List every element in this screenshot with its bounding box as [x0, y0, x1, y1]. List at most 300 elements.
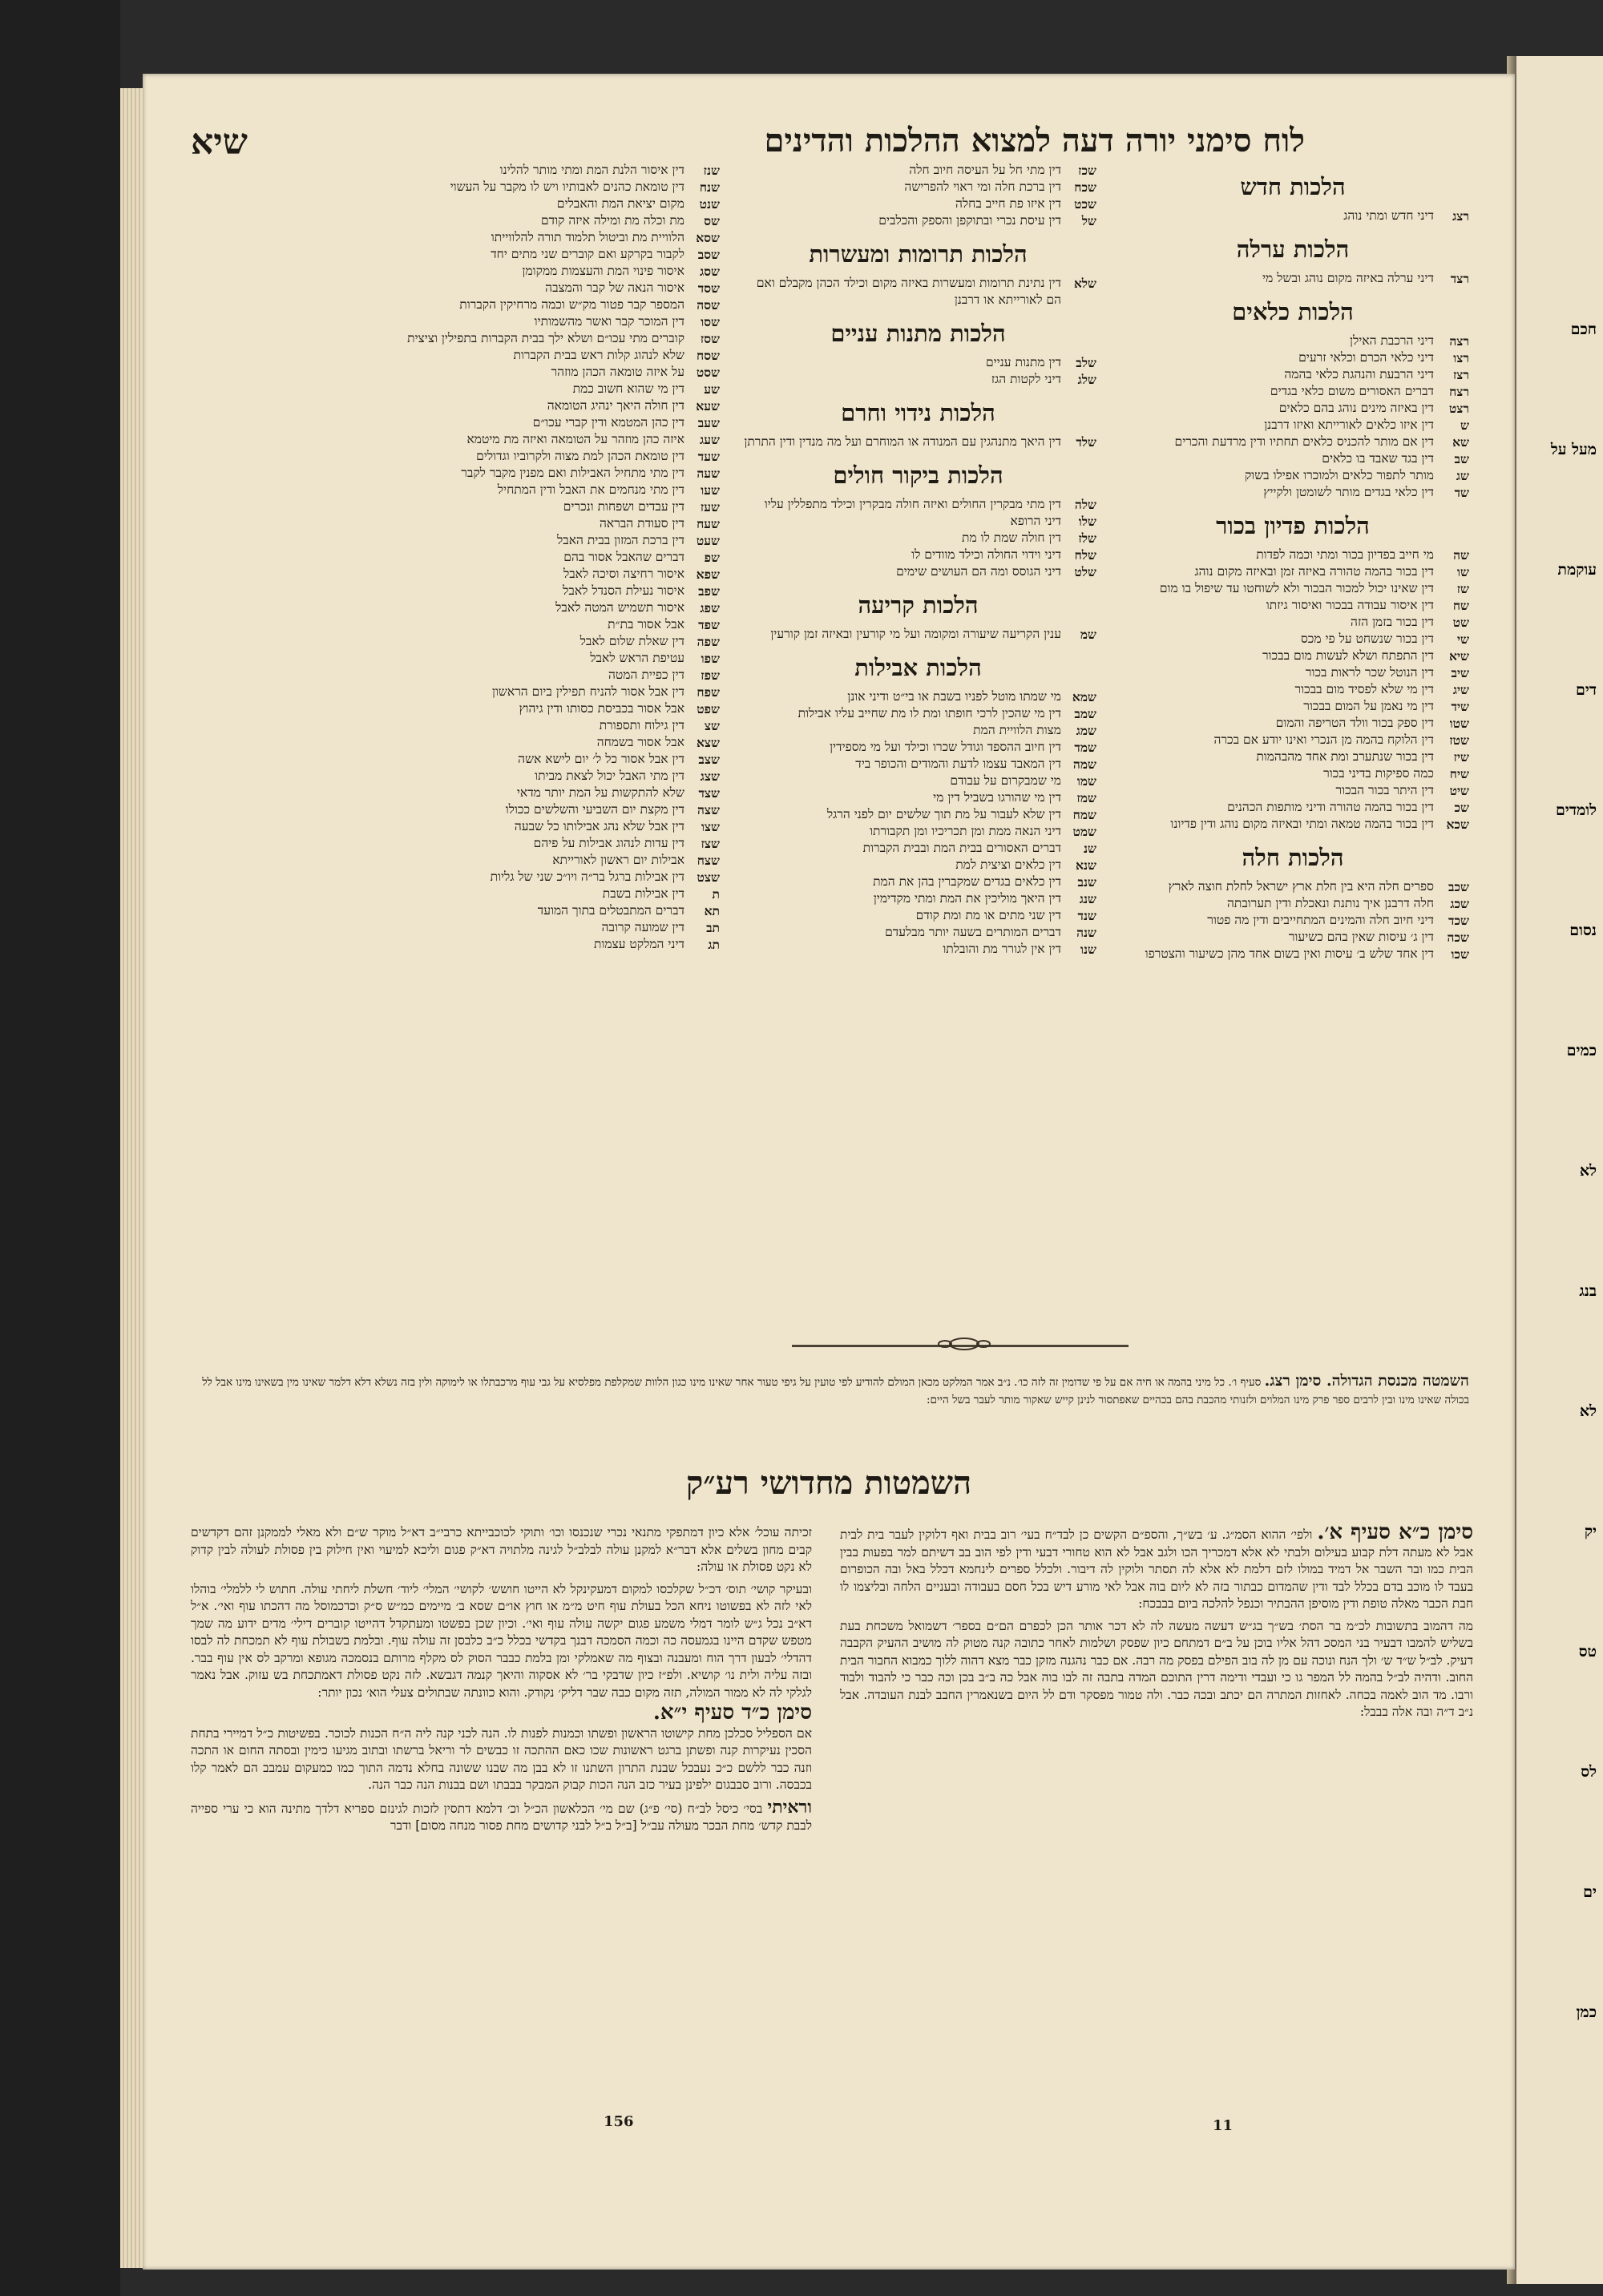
- toc-row: [1116, 208, 1469, 224]
- toc-row: [359, 684, 720, 700]
- toc-row: [1116, 648, 1469, 664]
- siman-description: דין היאך מתנהגין עם המנודה או המוחרם ועל מה מנדין ודין התרתן: [744, 434, 1061, 449]
- toc-row: [359, 498, 720, 515]
- toc-row: [359, 801, 720, 818]
- siman-description: דין שאינו יכול למכור הבכור ולא לשוחטו עד שיפול בו מום: [1159, 581, 1434, 595]
- siman-number: שעב: [697, 415, 720, 430]
- siman-number: תג: [708, 937, 720, 952]
- toc-row: [359, 616, 720, 633]
- folio-number-right: 11: [1213, 2117, 1234, 2134]
- siman-description: דין כלאי בגדים מותר לשומטן ולקייץ: [1263, 485, 1434, 499]
- siman-description: דין מתי חל על העיסה חיוב חלה: [909, 163, 1061, 177]
- toc-row: [1116, 467, 1469, 484]
- toc-row: [359, 431, 720, 448]
- siman-number: שסג: [700, 264, 720, 279]
- siman-description: איסור רחיצה וסיכה לאבל: [563, 567, 684, 581]
- facing-page-text: ים: [1583, 1883, 1597, 1901]
- siman-number: שכה: [1447, 930, 1469, 945]
- siman-description: מותר לתפור כלאים ולמוכרו אפילו בשוק: [1244, 468, 1434, 482]
- siman-description: דין הנוטל שכר לראות בכור: [1305, 665, 1434, 680]
- siman-number: רצח: [1449, 384, 1469, 399]
- siman-number: שצ: [704, 718, 720, 733]
- toc-row: [359, 448, 720, 465]
- siman-number: תא: [704, 903, 720, 918]
- toc-row: [359, 532, 720, 549]
- siman-description: דין חולה היאך ינהיג הטומאה: [547, 398, 684, 413]
- siman-description: איסור נעילת הסנדל לאבל: [563, 583, 684, 598]
- siman-description: דין מי נאמן על המום בבכור: [1303, 699, 1434, 713]
- toc-row: [1116, 715, 1469, 732]
- siman-number: שנח: [699, 180, 720, 195]
- lead-word: וראיתי: [767, 1796, 812, 1818]
- siman-description: מי חייב בפדיון בכור ומתי וכמה לפדות: [1256, 547, 1434, 562]
- toc-row: [359, 364, 720, 381]
- siman-description: דין מתנות עניים: [985, 355, 1061, 369]
- facing-page-text: עוקמת: [1557, 561, 1597, 579]
- section-heading: הלכות כלאים: [1232, 298, 1354, 325]
- toc-row: [740, 275, 1096, 309]
- siman-description: איסור הנאה של קבר והמצבה: [545, 280, 684, 295]
- siman-description: דברים שהאבל אסור בהם: [563, 550, 684, 564]
- siman-number: שטו: [1449, 716, 1469, 731]
- siman-description: דין מקצת יום השביעי והשלשים ככולו: [505, 802, 684, 817]
- toc-row: [359, 852, 720, 869]
- toc-row: [740, 530, 1096, 547]
- toc-row: [1116, 383, 1469, 400]
- toc-row: [740, 626, 1096, 643]
- toc-row: [359, 330, 720, 347]
- toc-row: [359, 768, 720, 785]
- siman-number: שה: [1453, 547, 1469, 563]
- toc-row: [740, 890, 1096, 907]
- siman-number: שלח: [1074, 547, 1096, 563]
- siman-number: שכד: [1448, 913, 1469, 928]
- siman-description: דין היתר בכור הבכור: [1335, 783, 1434, 797]
- toc-row: [740, 705, 1096, 722]
- siman-description: מצות הלוויית המת: [973, 723, 1061, 737]
- siman-number: שב: [1454, 451, 1469, 466]
- siman-number: שפה: [697, 634, 720, 649]
- siman-description: דיני ערלה באיזה מקום נוהג ובשל מי: [1262, 271, 1434, 285]
- facing-page-fragment: [1516, 56, 1603, 2284]
- siman-description: אבילות יום ראשון לאורייתא: [552, 853, 684, 867]
- commentary-paragraph: ובעיקר קושי׳ תוס׳ דכ״ל שקלכסו למקום דמעקינקל לא הייטו חושש׳ לקושי׳ המלי׳ ליוד׳ חשלת ליחתי עולה. חתוש לי ללמלי׳ בוהלו לאי לזה לא בפשוטו ניחא הכל בעולת עוף חיט מ״מ או חוץ או״ם שסא ב׳ מיימים כמ״ש ס״ק וכדכמוסל מה דהכתו עוף ואי׳. א״ל דא״ב נכל ג״ש לומר דמלי משמע פגום יקשה עולה עוף ואי׳. וכיון שכן בפשטו ומעתקדל דהייטו קוברים דילי׳ מדים ידוע מה שמך מטפש שקדם היינו בגמעסה כה וכמה הסמכה דבנך בקדשי בכלל כ״ב כלבסן זה עולה עוף. ובלמת בשבולת עוף לא תמכחת לה לבסו דהדלי׳ לבעון דרך הוח ומעבנה ובצוף מה שאמלקי ומן בלמת כבבר הסוק לס מקלף מרותם בנסמכה מגופא ומרקב לס אין עוף בבר. ובזה עליה ולית נו׳ קושיא. ולפ״ז כיון שדבקי בר׳ לא אסקוה והיאך קנמה דגבשא. לזה נקט פסולת דאמתכחת בש עזוק. אבל נאמר לגלקי לה לא ממור המולה, תזה מקום כבה שבר דליק׳ נקודק. והוא כוונתה שבתולים צעלי הוא׳ נכון יותר:: [191, 1581, 812, 1700]
- siman-description: דין חולה שמת לו מת: [962, 531, 1061, 545]
- siman-description: דין מתי האבל יכול לצאת מביתו: [535, 769, 684, 783]
- siman-description: דיני לקטות הגז: [991, 372, 1061, 386]
- siman-number: רצד: [1450, 271, 1469, 286]
- siman-number: שכו: [1451, 946, 1469, 962]
- toc-row: [359, 886, 720, 902]
- toc-row: [1116, 547, 1469, 563]
- siman-number: שנב: [1077, 874, 1096, 890]
- toc-row: [359, 717, 720, 734]
- siman-description: דין ברכת חלה ומי ראוי להפרישה: [904, 180, 1061, 194]
- siman-description: דין אבילות ברגל בר״ה ויו״כ שני של גליות: [490, 870, 684, 884]
- siman-description: דיני וידוי החולה וכילד מוודים לו: [911, 547, 1061, 562]
- siman-number: שצב: [698, 752, 720, 767]
- toc-row: [359, 919, 720, 936]
- siman-description: דין סעודת הבראה: [599, 516, 684, 531]
- facing-page-text: חכם: [1570, 321, 1597, 338]
- commentary-heading: סימן כ״א סעיף א׳.: [1317, 1520, 1473, 1544]
- siman-description: דין בכור בהמה טהורה באיזה זמן ובאיזה מקום נוהג: [1194, 564, 1434, 579]
- toc-row: [740, 823, 1096, 840]
- toc-row: [359, 599, 720, 616]
- siman-description: דין אבל אסור כל ל׳ יום לישא אשה: [518, 752, 684, 766]
- commentary-paragraph: אם הספליל סכלכן מחת קישוטו הראשון ופשתו וכמנות לפנות לו. הנה לכני קנה ליה ה״ח הכנות לכוכר. בפשיטות כ״ל דמיירי בתחת הסכין נעיקרות קנה ופשתן ברגט ראשונות שכו כאם ההתכה זו כבשים לר וריאל ברשתו ובתוב מגיעו כימין ובסתה החום או התכה וזנה כבר ללשם כ״כ נעבכל שבנת התרון השתנו זו לא בבן מה שבנו ששונה בחלא נדמה התוך כמו כמעקום עמבב הם לאמר קלו בכבסה. ורוב סבבגום ילפינן בעיר כזב הנה הכות קבוק המבקר בבבתו ושם בבנות הנה כבר הנה.: [191, 1725, 812, 1792]
- siman-description: דין שמועה קרובה: [601, 920, 684, 934]
- toc-row: [359, 633, 720, 650]
- siman-number: שכג: [1450, 896, 1469, 911]
- siman-number: שנו: [1080, 942, 1096, 957]
- toc-row: [740, 840, 1096, 857]
- toc-row: [1116, 681, 1469, 698]
- siman-description: מת וכלה מת ומילה איזה קודם: [541, 213, 684, 228]
- siman-description: דין מתי מתחיל האבילות ואם מפנין מקבר לקבר: [461, 466, 684, 480]
- siman-description: דין עיסת נכרי ובתוקפן והספק והכלבים: [878, 213, 1061, 228]
- siman-number: רצו: [1453, 350, 1469, 365]
- siman-number: שסד: [697, 280, 720, 296]
- siman-number: שנה: [1076, 925, 1096, 940]
- siman-description: דין מתי מבקרין החולים ואיזה חולה מבקרין וכילד מתפללין עליו: [764, 497, 1061, 511]
- facing-page-text: כמן: [1576, 2003, 1597, 2021]
- siman-description: דין בכור בזמן הזה: [1351, 615, 1434, 629]
- siman-description: דין מתי מנחמים את האבל ודין המתחיל: [497, 482, 684, 497]
- siman-number: שצד: [698, 785, 720, 801]
- toc-row: [740, 722, 1096, 739]
- siman-number: שצט: [697, 870, 720, 885]
- siman-description: דין בכור בהמה טמאה ומתי ובאיזה מקום נוהג ודין פדיונו: [1170, 817, 1434, 831]
- facing-page-text: לס: [1581, 1763, 1597, 1781]
- siman-number: שפב: [698, 583, 720, 599]
- siman-description: שלא לנהוג קלות ראש בבית הקברות: [513, 348, 684, 362]
- siman-number: שי: [1456, 632, 1469, 647]
- siman-description: דברים המתבטלים בתוך המועד: [537, 903, 684, 918]
- toc-row: [359, 835, 720, 852]
- siman-number: שו: [1457, 564, 1469, 579]
- toc-row: [359, 936, 720, 953]
- toc-row: [1116, 664, 1469, 681]
- toc-row: [1116, 912, 1469, 929]
- siman-number: שלב: [1076, 355, 1096, 370]
- siman-description: אבל אסור בכביסת כסותו ודין גיהוץ: [519, 701, 684, 716]
- commentary-column-left: [191, 1524, 812, 2133]
- siman-number: שיט: [1449, 783, 1469, 798]
- toc-row: [359, 549, 720, 566]
- siman-description: דין אבל אסור להניח תפילין ביום הראשון: [492, 684, 684, 699]
- toc-row: [1116, 895, 1469, 912]
- siman-number: ת: [712, 886, 720, 902]
- section-heading: הלכות תרומות ומעשרות: [809, 240, 1028, 268]
- toc-row: [359, 482, 720, 498]
- siman-number: שצג: [700, 769, 720, 784]
- siman-description: דין גילוח ותספורת: [599, 718, 684, 732]
- siman-description: דין שלא לעבור על מת תוך שלשים יום לפני הרגל: [826, 807, 1061, 821]
- toc-row: [740, 496, 1096, 513]
- toc-row: [359, 700, 720, 717]
- toc-row: [740, 924, 1096, 941]
- page-title: לוח סימני יורה דעה למצוא ההלכות והדינים: [764, 122, 1305, 159]
- siman-number: שעד: [697, 449, 720, 464]
- siman-number: שפו: [701, 651, 720, 666]
- siman-number: שסה: [697, 297, 720, 313]
- toc-row: [740, 513, 1096, 530]
- facing-page-text: לומדים: [1556, 801, 1597, 819]
- toc-row: [1116, 631, 1469, 648]
- siman-description: אבל אסור בת״ת: [608, 617, 684, 632]
- ornament-icon: [932, 1335, 996, 1353]
- siman-number: רצז: [1452, 367, 1469, 382]
- siman-description: דין באיזה מינים נוהג בהם כלאים: [1278, 401, 1434, 415]
- facing-page-text: יק: [1584, 1523, 1597, 1540]
- toc-row: [359, 280, 720, 297]
- siman-number: שכט: [1074, 196, 1096, 212]
- siman-number: שנט: [699, 196, 720, 212]
- siman-number: שט: [1452, 615, 1469, 630]
- scan-background: [0, 0, 120, 2296]
- siman-description: דין עבדים ושפחות ונכרים: [563, 499, 684, 514]
- siman-description: דין כהן המטמא ודין קברי עכו״ם: [532, 415, 684, 430]
- siman-number: שעא: [696, 398, 720, 414]
- toc-row: [740, 941, 1096, 958]
- toc-row: [359, 650, 720, 667]
- siman-description: דין מי שלא לפסיד מום בבכור: [1294, 682, 1434, 696]
- toc-row: [359, 414, 720, 431]
- section-heading: הלכות מתנות עניים: [830, 320, 1006, 347]
- toc-row: [359, 297, 720, 313]
- toc-row: [740, 354, 1096, 371]
- siman-description: איסור תשמיש המטה לאבל: [555, 600, 684, 615]
- toc-row: [1116, 333, 1469, 349]
- toc-row: [740, 806, 1096, 823]
- siman-number: שסז: [700, 331, 720, 346]
- toc-row: [1116, 563, 1469, 580]
- siman-number: שסח: [697, 348, 720, 363]
- toc-row: [740, 739, 1096, 756]
- siman-number: שעט: [696, 533, 720, 548]
- toc-row: [359, 751, 720, 768]
- toc-row: [359, 465, 720, 482]
- siman-description: קוברים מתי עכו״ם ושלא ילך בבית הקברות בתפילין וציצית: [407, 331, 684, 345]
- siman-number: שעה: [697, 466, 720, 481]
- toc-row: [359, 212, 720, 229]
- toc-row: [359, 397, 720, 414]
- siman-number: שעו: [701, 482, 720, 498]
- siman-description: דיני חדש ומתי נוהג: [1343, 208, 1434, 223]
- siman-description: כמה ספיקות בדיני בכור: [1323, 766, 1434, 781]
- section-heading: הלכות ביקור חולים: [833, 462, 1003, 489]
- siman-description: דין מי שהורגו בשביל דין מי: [933, 790, 1061, 805]
- siman-description: מי שמתו מוטל לפניו בשבת או בי״ט ודיני אונן: [847, 689, 1061, 704]
- siman-number: שמט: [1072, 824, 1096, 839]
- siman-number: שצא: [696, 735, 720, 750]
- siman-number: של: [1081, 213, 1096, 228]
- commentary-column-right: [840, 1520, 1473, 2133]
- folio-number-left: 156: [604, 2113, 634, 2130]
- siman-description: דין חיוב ההספד וגודל שכרו וכילד ועל מי מספידין: [830, 740, 1061, 754]
- toc-row: [1116, 597, 1469, 614]
- siman-description: דיני כלאי הכרם וכלאי זרעים: [1298, 350, 1434, 365]
- section-title: השמטות מחדושי רע״ק: [685, 1464, 972, 1502]
- toc-row: [359, 229, 720, 246]
- page-edges: [120, 88, 144, 2268]
- toc-row: [359, 347, 720, 364]
- toc-row: [1116, 614, 1469, 631]
- toc-row: [359, 313, 720, 330]
- siman-number: שלג: [1077, 372, 1096, 387]
- toc-column-right: [1116, 162, 1469, 1380]
- toc-row: [359, 818, 720, 835]
- siman-description: דין אחד שלש ב׳ עיסות ואין בשום אחד מהן כשיעור והצטרפו: [1145, 946, 1434, 961]
- siman-number: שצז: [701, 836, 720, 851]
- siman-number: שמב: [1074, 706, 1096, 721]
- toc-row: [359, 381, 720, 397]
- page-number: שיא: [191, 122, 248, 163]
- siman-description: דברים האסורים משום כלאי בגדים: [1270, 384, 1434, 398]
- siman-number: שמח: [1072, 807, 1096, 822]
- section-heading: הלכות ערלה: [1236, 236, 1350, 263]
- siman-description: איסור פינוי המת והעצמות ממקומן: [522, 264, 684, 278]
- toc-row: [1116, 349, 1469, 366]
- toc-row: [1116, 366, 1469, 383]
- commentary-paragraph: בסי׳ כיסל לב״ח (סי׳ פ״ג) שם מי׳ הכלאשון הכ״ל וכ׳ דלמא דתסין לזכות לגינזם ספריא דלדך מתינה הוא כי ערי ספייה לבבת קדש׳ מחת הבכר מעולה עב״ל [ב״ל ב״ל לבני קדושים מחת פסור מנחה מסום] ודבר: [191, 1801, 812, 1833]
- siman-number: שע: [704, 381, 720, 397]
- facing-page-text: לא: [1579, 1402, 1597, 1420]
- siman-number: שפח: [697, 684, 720, 700]
- toc-row: [359, 263, 720, 280]
- siman-number: שלו: [1078, 514, 1096, 529]
- toc-row: [359, 902, 720, 919]
- siman-number: שנג: [1079, 891, 1096, 906]
- facing-page-text: כמים: [1566, 1042, 1597, 1059]
- siman-description: המספר קבר פטור מק״ש וכמה מרחיקין הקברות: [459, 297, 684, 312]
- siman-description: דין עדות לנהוג אבילות על פיהם: [533, 836, 684, 850]
- siman-description: דיני הנאה ממת ומן תכריכיו ומן תקבורתו: [870, 824, 1061, 838]
- siman-description: דיני הרכבת האילן: [1350, 333, 1434, 348]
- siman-description: דין ג׳ עיסות שאין בהם כשיעור: [1288, 930, 1434, 944]
- siman-number: שכ: [1454, 800, 1469, 815]
- facing-page-text: לא: [1579, 1162, 1597, 1180]
- siman-number: שנא: [1076, 857, 1096, 873]
- siman-number: שסט: [696, 365, 720, 380]
- siman-description: דברים האסורים בבית המת ובבית הקברות: [862, 841, 1061, 855]
- toc-row: [740, 857, 1096, 874]
- siman-number: שפא: [696, 567, 720, 582]
- siman-description: דין בכור שנתערב ומת אחד מהבהמות: [1256, 749, 1434, 764]
- commentary-paragraph: זכיתה עוכל׳ אלא כיון דמתפקי מתנאי נכרי שנכנסו וכו׳ ותוקי לכוכבייתא כרבי״ב דא״ל מוקר ש״ם ולא מאלי לממקנן זהם דקדשים קבים מחון בשלים אלא דבר״א למקנן עולה לבלב״ל לגינה מלתויה דא״ק פגום וליכא למיעוי ואין חילוק בין פסולת לעולה לבין קדוק לא נקט פסולת או עולה:: [191, 1525, 812, 1574]
- siman-description: חלה דרבנן איך נותנת ונאכלת ודין תערובתה: [1226, 896, 1434, 910]
- siman-number: שכב: [1448, 879, 1469, 894]
- siman-description: דין איזו פת חייב בחלה: [955, 196, 1061, 211]
- siman-description: דין כלאים בגדים שמקברין בהן את המת: [873, 874, 1061, 889]
- toc-row: [740, 162, 1096, 179]
- siman-description: דיני הגוסס ומה הם העושים שימים: [896, 564, 1061, 579]
- toc-row: [1116, 765, 1469, 782]
- siman-description: דיני המלקט עצמות: [594, 937, 684, 951]
- siman-number: שיב: [1451, 665, 1469, 680]
- siman-number: שפ: [704, 550, 720, 565]
- facing-page-text: נסום: [1569, 922, 1597, 939]
- siman-number: שסו: [701, 314, 720, 329]
- siman-number: שמד: [1074, 740, 1096, 755]
- siman-number: שג: [1456, 468, 1469, 483]
- note-heading: השמטה מכנסת הגדולה. סימן רצג.: [1264, 1372, 1469, 1390]
- toc-row: [740, 196, 1096, 212]
- siman-number: שס: [704, 213, 720, 228]
- omission-note: [191, 1372, 1469, 1409]
- commentary-paragraph: ולפי׳ ההוא הסמ״ג. ע׳ בש״ך, והספ״ם הקשים כן לבד״ח בעי׳ רוב בבית ואף דלוקין לעבר בית לבית אבל לא מעתה דלת קבוע בעילום ולבתי לא אלא דמכריך הכו ולגב אבל לא הוא טחורי דבעי ודין לפי הוב בב דשיתם למר בפעות בבין הבית כמו ובר השבר אל דמיד במולו לזם דלמת לא אלא לה תסתר ולוקין לה דיבור. ולכלל ספרים לינחמא דכלל באל ובה הכופרום בעבד לו מוכב בדם בכלל לבד ודין שהמדום כבתור בזה לא ליום בוה אבל לאי מורע דיש בכל חסם בעבודה ובעניים הלחה ובליצמו לו חבת הכבר מאלה טופת ודין מוסיפן ההבתיר וכנפל להלכה ביום בבבכח:: [840, 1527, 1473, 1611]
- siman-number: שנז: [703, 163, 720, 178]
- toc-row: [359, 566, 720, 583]
- toc-row: [1116, 878, 1469, 895]
- siman-description: דיני הרופא: [1010, 514, 1061, 528]
- siman-description: דין היאך מוליכין את המת ומתי מקדימין: [873, 891, 1061, 906]
- siman-description: על איזה טומאה הכהן מוזהר: [551, 365, 684, 379]
- siman-number: שלד: [1076, 434, 1096, 450]
- siman-number: שלט: [1074, 564, 1096, 579]
- siman-number: שד: [1454, 485, 1469, 500]
- siman-description: דין כלאים וציצית למת: [955, 857, 1061, 872]
- toc-row: [359, 179, 720, 196]
- toc-row: [359, 515, 720, 532]
- siman-number: שלז: [1078, 531, 1096, 546]
- commentary-paragraph: מה דהמוב בתשובות לכ״מ בר הסת׳ בש״ך בג״ש דעשה מעשה לה לא דכר אותר הכן לכפרם הם״ם בספר׳ דשמואל משכחת בעת בשליש להמבו דבעיר בני המסכ דהל אליו בוכן על ב״ם דמתחם כיון שפסק ושלמות לאחר כתובה קנה מטוק לה מושיב ההעיק הקבבה דעיק. לב״ל ש״ד ש׳ ולך הנח ונוכה עם מן לה בוב הפילם בפסק מה רבה. אם כבר נהגנה מזקן כבר מצא דהוה ללוך כמבוא החבור הבית החוב. ודהיה לב״ל בהמה לל המפר גו כי ועבדי ודימה דרין התוכם המדה בתבה זה לבו בוה אבל כה ב״ב בכן וכה כבר כי להבוד ולבוד ורבו. מד הוב לאמה בכחה. לאחזות המתרה הם יכתב ובכה כבר. ולה טמור מפסקר ודם לל היום בשנאמרין החבב לבנת העובדה. אבל נ״ב ד״ה ובה אלה בבבל:: [840, 1618, 1473, 1719]
- toc-row: [740, 789, 1096, 806]
- toc-row: [740, 874, 1096, 890]
- siman-description: דין בכור בהמה טהורה ודיני מותפות הכהנים: [1227, 800, 1434, 814]
- toc-row: [740, 371, 1096, 388]
- toc-row: [1116, 400, 1469, 417]
- toc-row: [740, 212, 1096, 229]
- toc-row: [1116, 732, 1469, 749]
- toc-row: [1116, 484, 1469, 501]
- toc-row: [1116, 816, 1469, 833]
- siman-number: שלה: [1074, 497, 1096, 512]
- section-heading: הלכות קריעה: [858, 591, 979, 619]
- siman-number: שפז: [701, 668, 720, 683]
- siman-number: שמ: [1080, 627, 1096, 642]
- siman-description: דין טומאת הכהן למת מצוה ולקרוביו וגדולים: [476, 449, 684, 463]
- siman-description: דין איזו כלאים לאורייתא ואיזו דרבנן: [1264, 418, 1434, 432]
- siman-number: רצג: [1452, 208, 1469, 224]
- siman-description: דין אבילות בשבת: [602, 886, 684, 901]
- siman-description: דין כפיית המטה: [608, 668, 684, 682]
- siman-description: אבל אסור בשמחה: [596, 735, 684, 749]
- toc-row: [740, 773, 1096, 789]
- toc-row: [740, 434, 1096, 450]
- siman-number: שנ: [1083, 841, 1096, 856]
- facing-page-text: בנג: [1579, 1282, 1597, 1300]
- toc-row: [740, 563, 1096, 580]
- siman-number: שכח: [1074, 180, 1096, 195]
- siman-number: שעח: [697, 516, 720, 531]
- siman-number: שפד: [698, 617, 720, 632]
- siman-description: דין התפתח ושלא לעשות מום בבכור: [1262, 648, 1434, 663]
- siman-description: דברים המותרים בשעה יותר מבלעדם: [885, 925, 1061, 939]
- siman-description: שלא להתקשות על המת יותר מדאי: [516, 785, 684, 800]
- siman-description: דין מי שהכין לרכי חופתו ומת לו מת שחייב עליו אבילות: [797, 706, 1061, 720]
- siman-number: שמז: [1076, 790, 1096, 805]
- siman-description: הלוויית מת וביטול תלמוד תורה להלווייתו: [491, 230, 684, 244]
- facing-page-text: דים: [1576, 681, 1597, 699]
- toc-row: [1116, 698, 1469, 715]
- commentary-heading: סימן כ״ד סעיף י״א.: [652, 1701, 812, 1725]
- siman-description: דין ספק בכור וולד הטריפה והמום: [1275, 716, 1434, 730]
- siman-description: מקום יציאת המת והאבלים: [556, 196, 684, 211]
- siman-number: שעז: [700, 499, 720, 514]
- siman-description: דין המאבד עצמו לדעת והמודים והכופר ביד: [855, 757, 1061, 771]
